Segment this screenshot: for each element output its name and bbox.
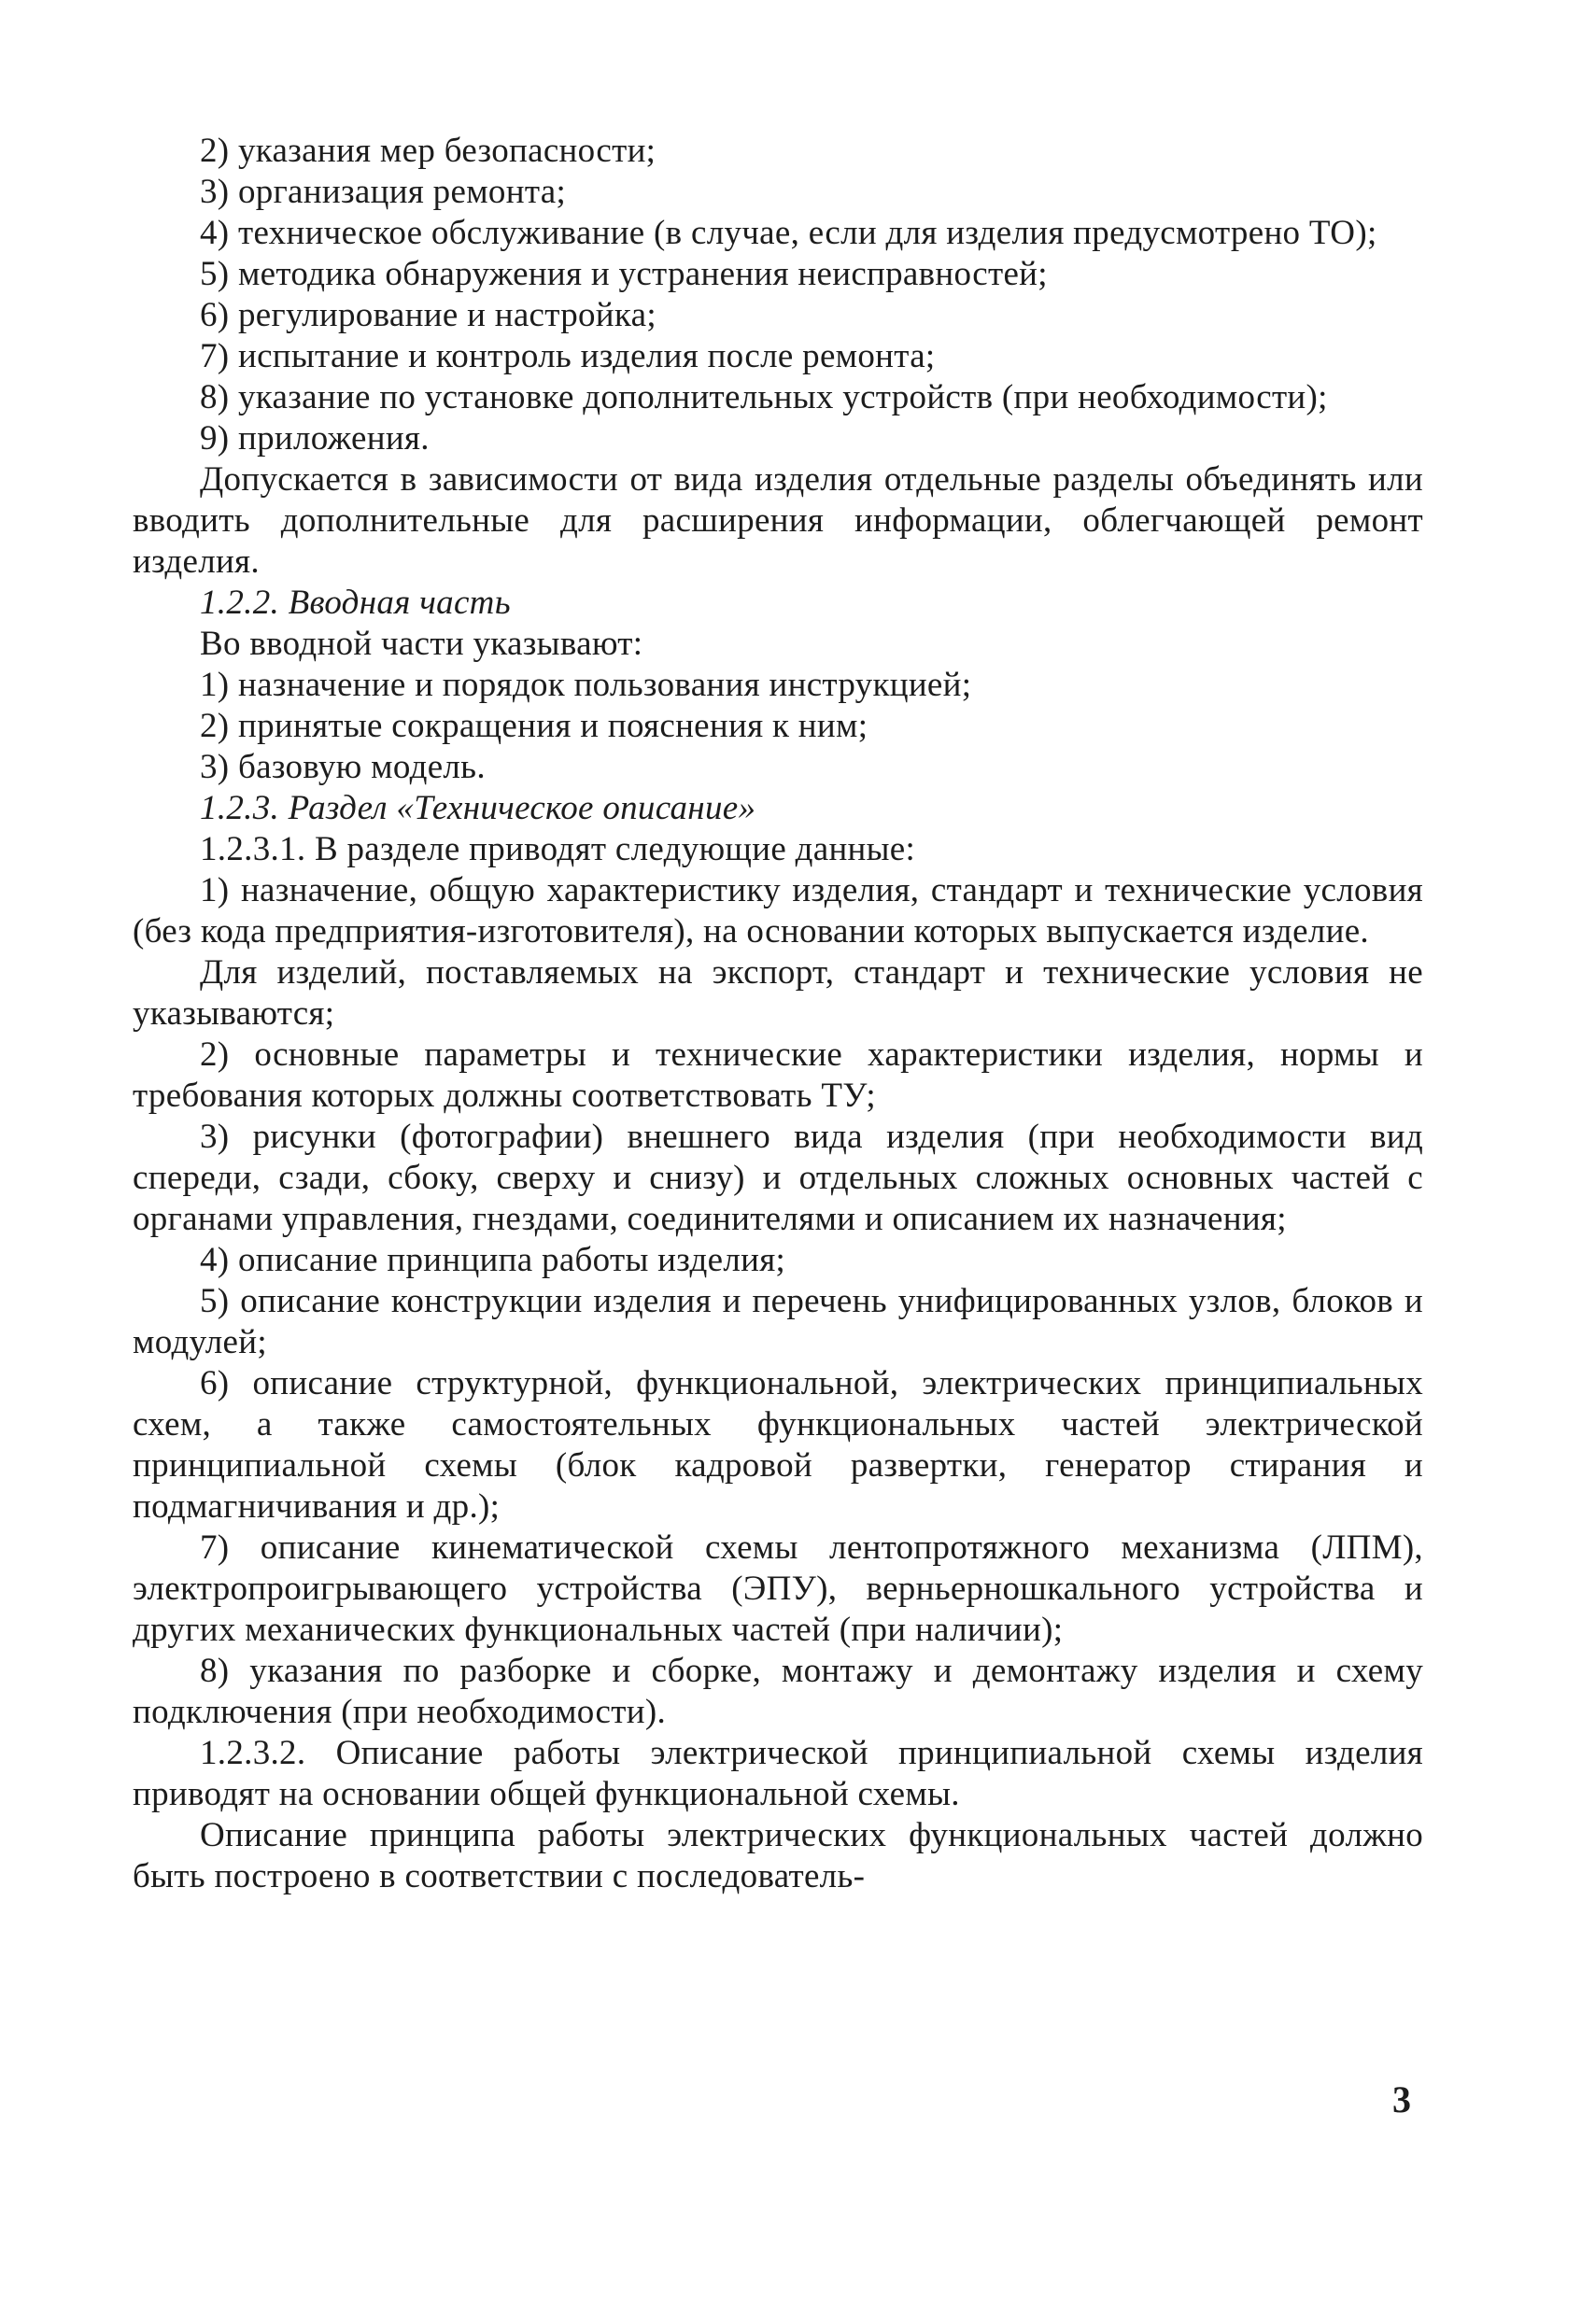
list-item-9: 9) приложения. bbox=[200, 419, 430, 458]
intro-item-2: 2) принятые сокращения и пояснения к ним; bbox=[200, 707, 868, 745]
tech-item-8: 8) указания по разборке и сборке, монтажу и демонтажу изделия и схему подключения (при необходимости). bbox=[133, 1652, 1423, 1731]
tech-item-2: 2) основные параметры и технические характеристики изделия, нормы и требования которых должны соответствовать ТУ; bbox=[133, 1035, 1423, 1115]
paragraph-functional-parts: Описание принципа работы электрических функциональных частей должно быть построено в соответствии с последователь- bbox=[133, 1816, 1423, 1895]
page-body bbox=[133, 131, 1423, 1897]
tech-item-7: 7) описание кинематической схемы лентопротяжного механизма (ЛПМ), электропроигрывающего устройства (ЭПУ), верньерношкального устройства и других механических функциональных частей (при наличии); bbox=[133, 1528, 1423, 1649]
list-item-5: 5) методика обнаружения и устранения неисправностей; bbox=[200, 255, 1048, 293]
intro-item-3: 3) базовую модель. bbox=[200, 748, 486, 786]
paragraph-export-note: Для изделий, поставляемых на экспорт, стандарт и технические условия не указываются; bbox=[133, 953, 1423, 1033]
clause-1-2-3-2: 1.2.3.2. Описание работы электрической принципиальной схемы изделия приводят на основании общей функциональной схемы. bbox=[133, 1734, 1423, 1813]
list-item-3: 3) организация ремонта; bbox=[200, 173, 567, 211]
tech-item-5: 5) описание конструкции изделия и перечень унифицированных узлов, блоков и модулей; bbox=[133, 1282, 1423, 1361]
clause-1-2-3-1: 1.2.3.1. В разделе приводят следующие данные: bbox=[200, 830, 916, 868]
section-heading-introduction: 1.2.2. Вводная часть bbox=[200, 584, 511, 622]
list-item-6: 6) регулирование и настройка; bbox=[200, 296, 656, 334]
list-item-2: 2) указания мер безопасности; bbox=[200, 132, 656, 170]
intro-item-1: 1) назначение и порядок пользования инструкцией; bbox=[200, 666, 972, 704]
tech-item-3: 3) рисунки (фотографии) внешнего вида изделия (при необходимости вид спереди, сзади, сбоку, сверху и снизу) и отдельных сложных основных частей с органами управления, гнездами, соединителями и описанием их назначения; bbox=[133, 1118, 1423, 1238]
list-item-4: 4) техническое обслуживание (в случае, если для изделия предусмотрено ТО); bbox=[200, 214, 1377, 252]
list-item-8: 8) указание по установке дополнительных устройств (при необходимости); bbox=[200, 378, 1328, 416]
page-number: 3 bbox=[1392, 2078, 1412, 2120]
list-item-7: 7) испытание и контроль изделия после ремонта; bbox=[200, 337, 936, 375]
paragraph-intro-lead: Во вводной части указывают: bbox=[200, 625, 643, 663]
tech-item-1: 1) назначение, общую характеристику изделия, стандарт и технические условия (без кода предприятия-изготовителя), на основании которых выпускается изделие. bbox=[133, 871, 1423, 951]
paragraph-sections-note: Допускается в зависимости от вида изделия отдельные разделы объединять или вводить дополнительные для расширения информации, облегчающей ремонт изделия. bbox=[133, 460, 1423, 581]
tech-item-6: 6) описание структурной, функциональной, электрических принципиальных схем, а также самостоятельных функциональных частей электрической принципиальной схемы (блок кадровой развертки, генератор стирания и подмагничивания и др.); bbox=[133, 1364, 1423, 1526]
section-heading-technical-description: 1.2.3. Раздел «Техническое описание» bbox=[200, 789, 756, 827]
tech-item-4: 4) описание принципа работы изделия; bbox=[200, 1241, 786, 1279]
